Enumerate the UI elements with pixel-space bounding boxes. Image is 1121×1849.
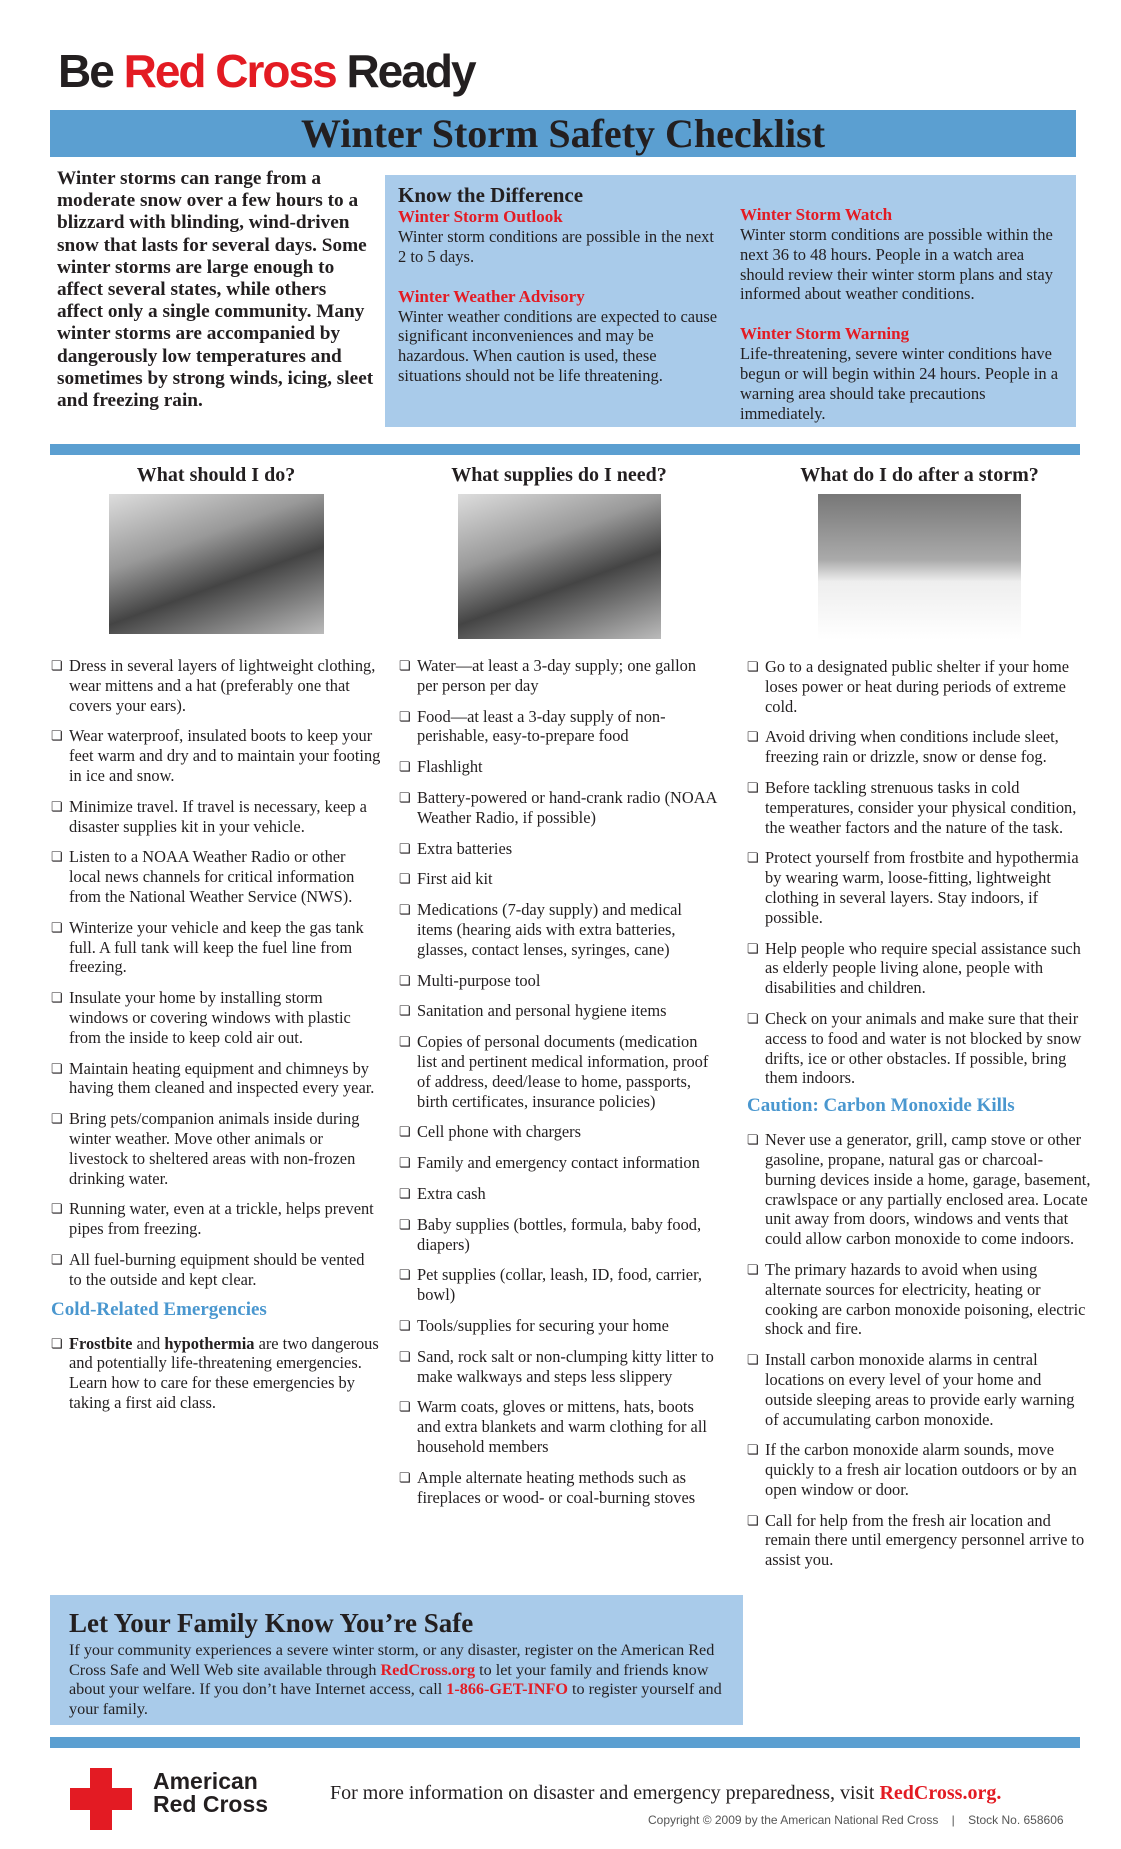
- list-item: ❏ Pet supplies (collar, leash, ID, food, carrier, bowl): [399, 1265, 719, 1305]
- list-item: ❏ Medications (7-day supply) and medical items (hearing aids with extra batteries, glasses, contact lenses, syringes, cane): [399, 900, 719, 959]
- column-heading: What supplies do I need?: [451, 464, 667, 486]
- term-hypothermia: hypothermia: [164, 1333, 255, 1353]
- brand-ready: Ready: [346, 45, 475, 97]
- list-item: ❏ Food—at least a 3-day supply of non-perishable, easy-to-prepare food: [399, 707, 719, 747]
- list-item: ❏ Before tackling strenuous tasks in cold temperatures, consider your physical condition, the weather factors and the nature of the task.: [747, 778, 1092, 837]
- text: .: [996, 1782, 1002, 1804]
- redcross-link[interactable]: RedCross.org: [380, 1660, 476, 1679]
- list-item: ❏ Never use a generator, grill, camp stove or other gasoline, propane, natural gas or charcoal-burning devices inside a home, garage, basement, crawlspace or any partially enclosed area. Locate unit away from doors, windows and vents that could allow carbon monoxide to come indoors.: [747, 1130, 1092, 1249]
- ktd-desc: Winter weather conditions are expected to cause significant inconveniences and may be hazardous. When caution is used, these situations should not be life threatening.: [398, 306, 718, 385]
- sub-heading: Cold-Related Emergencies: [51, 1298, 267, 1320]
- checklist: [51, 656, 381, 1290]
- list-item: ❏ Winterize your vehicle and keep the gas tank full. A full tank will keep the fuel line from freezing.: [51, 918, 381, 977]
- list-item: ❏ Battery-powered or hand-crank radio (NOAA Weather Radio, if possible): [399, 788, 719, 828]
- list-item: ❏ Tools/supplies for securing your home: [399, 1316, 719, 1336]
- list-item: ❏ Cell phone with chargers: [399, 1122, 719, 1142]
- family-text: [69, 1641, 724, 1719]
- ktd-desc: Winter storm conditions are possible within the next 36 to 48 hours. People in a watch area should review their winter storm plans and stay informed about weather conditions.: [740, 225, 1053, 304]
- list-item: ❏ Running water, even at a trickle, helps prevent pipes from freezing.: [51, 1199, 381, 1239]
- list-item: ❏ Insulate your home by installing storm windows or covering windows with plastic from the inside to keep cold air out.: [51, 988, 381, 1047]
- family-safe-box: [50, 1595, 743, 1725]
- term-frostbite: Frostbite: [69, 1333, 133, 1353]
- divider-bar: [50, 1737, 1080, 1748]
- red-cross-logo-icon: [70, 1768, 132, 1830]
- list-item: ❏ Flashlight: [399, 757, 719, 777]
- photo-family-supplies: [458, 494, 661, 639]
- redcross-link[interactable]: RedCross.org: [879, 1782, 997, 1804]
- list-item: ❏ Ample alternate heating methods such as fireplaces or wood- or coal-burning stoves: [399, 1468, 719, 1508]
- list-item: ❏ Wear waterproof, insulated boots to keep your feet warm and dry and to maintain your footing in ice and snow.: [51, 726, 381, 785]
- text: to let your family and friends know about your welfare. If you don’t have Internet access, call: [69, 1660, 709, 1699]
- list-item: ❏ Avoid driving when conditions include sleet, freezing rain or drizzle, snow or dense fog.: [747, 727, 1092, 767]
- text: and: [132, 1333, 165, 1353]
- know-the-difference-box: [385, 175, 1076, 427]
- stock-number: Stock No. 658606: [968, 1813, 1064, 1827]
- list-item: ❏ Help people who require special assistance such as elderly people living alone, people with disabilities and children.: [747, 939, 1092, 998]
- list-item: ❏ Multi-purpose tool: [399, 971, 719, 991]
- ktd-term: Winter Storm Outlook: [398, 207, 563, 226]
- copyright-text: Copyright © 2009 by the American National Red Cross: [648, 1813, 939, 1827]
- text: to register yourself and your family.: [69, 1680, 722, 1718]
- list-item: ❏ If the carbon monoxide alarm sounds, move quickly to a fresh air location outdoors or by an open window or door.: [747, 1440, 1092, 1499]
- ktd-desc: Life-threatening, severe winter conditions have begun or will begin within 24 hours. People in a warning area should take precautions immediately.: [740, 344, 1059, 423]
- logo-line: American: [153, 1768, 258, 1794]
- copyright: [648, 1813, 1064, 1827]
- column-what-to-do: [51, 464, 381, 1424]
- family-heading: Let Your Family Know You’re Safe: [69, 1608, 474, 1638]
- text: are two dangerous and potentially life-threatening emergencies. Learn how to care for these emergencies by taking a first aid class.: [69, 1333, 379, 1412]
- list-item: ❏ Maintain heating equipment and chimneys by having them cleaned and inspected every year.: [51, 1059, 381, 1099]
- list-item: ❏ First aid kit: [399, 869, 719, 889]
- list-item: [51, 1334, 381, 1413]
- list-item: ❏ Install carbon monoxide alarms in central locations on every level of your home and outside sleeping areas to provide early warning of accumulating carbon monoxide.: [747, 1350, 1092, 1429]
- list-item: ❏ Warm coats, gloves or mittens, hats, boots and extra blankets and warm clothing for all household members: [399, 1397, 719, 1456]
- list-item: ❏ The primary hazards to avoid when using alternate sources for electricity, heating or cooking are carbon monoxide poisoning, electric shock and fire.: [747, 1260, 1092, 1339]
- ktd-desc: Winter storm conditions are possible in the next 2 to 5 days.: [398, 227, 714, 266]
- text: If your community experiences a severe winter storm, or any disaster, register on the American Red Cross Safe and Well Web site available through: [69, 1641, 715, 1679]
- column-heading: What should I do?: [136, 464, 296, 486]
- brand-be: Be: [58, 45, 113, 97]
- checklist: [747, 657, 1092, 1088]
- list-item: ❏ Dress in several layers of lightweight clothing, wear mittens and a hat (preferably one that covers your ears).: [51, 656, 381, 715]
- brand-header: [58, 44, 475, 98]
- list-item: ❏ Call for help from the fresh air location and remain there until emergency personnel arrive to assist you.: [747, 1511, 1092, 1570]
- list-item: ❏ Copies of personal documents (medication list and pertinent medical information, proof of address, deed/lease to home, passports, birth certificates, insurance policies): [399, 1032, 719, 1111]
- separator: |: [951, 1813, 955, 1827]
- list-item: ❏ Sand, rock salt or non-clumping kitty litter to make walkways and steps less slippery: [399, 1347, 719, 1387]
- list-item: ❏ Extra cash: [399, 1184, 719, 1204]
- ktd-heading: Know the Difference: [398, 183, 584, 207]
- list-item: ❏ Extra batteries: [399, 839, 719, 859]
- photo-person-in-cold: [109, 494, 324, 634]
- checklist: [399, 656, 719, 1507]
- ktd-term: Winter Storm Watch: [740, 205, 893, 224]
- divider-bar: [50, 444, 1080, 455]
- ktd-term: Winter Storm Warning: [740, 324, 910, 344]
- sub-heading: Caution: Carbon Monoxide Kills: [747, 1095, 1015, 1117]
- list-item: ❏ Listen to a NOAA Weather Radio or other local news channels for critical information from the National Weather Service (NWS).: [51, 847, 381, 906]
- list-item: ❏ Sanitation and personal hygiene items: [399, 1001, 719, 1021]
- phone-number[interactable]: 1-866-GET-INFO: [446, 1680, 568, 1699]
- brand-red-cross: Red Cross: [123, 45, 336, 97]
- text: For more information on disaster and emergency preparedness, visit: [330, 1782, 880, 1804]
- list-item: ❏ Protect yourself from frostbite and hypothermia by wearing warm, loose-fitting, lightweight clothing in several layers. Stay indoors, if possible.: [747, 848, 1092, 927]
- checklist: [747, 1130, 1092, 1570]
- logo-line: Red Cross: [153, 1791, 269, 1817]
- list-item: ❏ All fuel-burning equipment should be vented to the outside and kept clear.: [51, 1250, 381, 1290]
- column-after-storm: [747, 464, 1092, 1581]
- ktd-term: Winter Weather Advisory: [398, 286, 585, 306]
- list-item: ❏ Baby supplies (bottles, formula, baby food, diapers): [399, 1215, 719, 1255]
- logo-text: [153, 1770, 268, 1816]
- page-title: Winter Storm Safety Checklist: [50, 110, 1076, 157]
- list-item: ❏ Water—at least a 3-day supply; one gallon per person per day: [399, 656, 719, 696]
- photo-snowy-street: [818, 494, 1021, 640]
- list-item: ❏ Family and emergency contact information: [399, 1153, 719, 1173]
- list-item: ❏ Bring pets/companion animals inside during winter weather. Move other animals or livestock to sheltered areas with non-frozen drinking water.: [51, 1109, 381, 1188]
- column-heading: What do I do after a storm?: [800, 464, 1039, 486]
- list-item: ❏ Go to a designated public shelter if your home loses power or heat during periods of extreme cold.: [747, 657, 1092, 716]
- more-info: [330, 1782, 1001, 1805]
- list-item: ❏ Minimize travel. If travel is necessary, keep a disaster supplies kit in your vehicle.: [51, 797, 381, 837]
- intro-text: Winter storms can range from a moderate snow over a few hours to a blizzard with blinding, wind-driven snow that lasts for several days. Some winter storms are large enough to affect several states, while others affect only a single community. Many winter storms are accompanied by dangerously low temperatures and sometimes by strong winds, icing, sleet and freezing rain.: [57, 168, 374, 412]
- column-supplies: [399, 464, 719, 1518]
- list-item: ❏ Check on your animals and make sure that their access to food and water is not blocked by snow drifts, ice or other obstacles. If possible, bring them indoors.: [747, 1009, 1092, 1088]
